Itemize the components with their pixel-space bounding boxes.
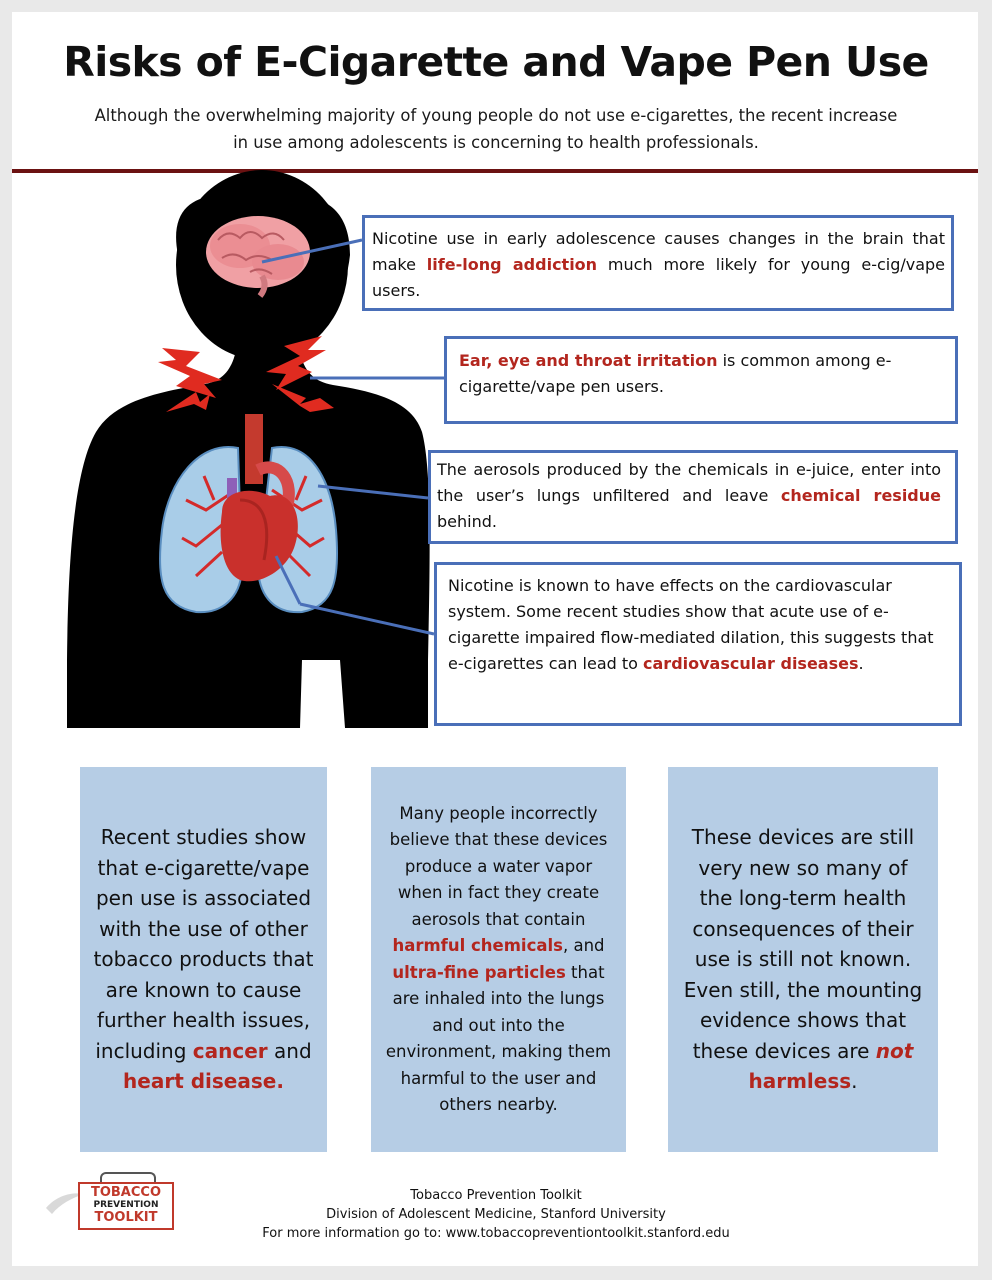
- brain-callout-highlight: life-long addiction: [426, 255, 598, 274]
- panel-left-text-mid: and: [267, 1038, 312, 1063]
- panel-middle-highlight-particles: ultra-fine particles: [392, 962, 566, 982]
- irritation-callout: [444, 336, 958, 424]
- heart-callout-text: Nicotine is known to have effects on the cardiovascular system. Some recent studies show that acute use of e-cigarette impaired flow-mediated dilation, this suggests that e-cigarettes can lead to: [448, 576, 934, 673]
- panel-left-highlight-cancer: cancer: [192, 1038, 268, 1063]
- brain-callout-text-end: much more likely for young e-cig/vape users.: [372, 255, 946, 300]
- heart-callout-text-end: .: [858, 654, 864, 673]
- page-subtitle: Although the overwhelming majority of young people do not use e-cigarettes, the recent increase in use among adolescents is concerning to health professionals.: [94, 106, 898, 152]
- page-title: Risks of E-Cigarette and Vape Pen Use: [63, 38, 929, 86]
- lungs-callout-text-end: behind.: [437, 512, 497, 531]
- logo-line-2: PREVENTION: [93, 1200, 159, 1210]
- lungs-callout: [428, 450, 958, 544]
- info-panel-right: [668, 767, 938, 1152]
- panel-right-text-end: .: [851, 1069, 858, 1094]
- irritation-callout-text: is common among e-cigarette/vape pen users.: [459, 351, 892, 396]
- brain-callout: [362, 215, 954, 311]
- lungs-callout-highlight: chemical residue: [780, 486, 942, 505]
- heart-callout-highlight: cardiovascular diseases: [643, 654, 859, 673]
- brain-callout-text: Nicotine use in early adolescence causes changes in the brain that make: [372, 229, 945, 274]
- panel-middle-highlight-chemicals: harmful chemicals: [392, 936, 563, 955]
- footer-more-info: For more information go to: www.tobaccopreventiontoolkit.stanford.edu: [262, 1226, 730, 1241]
- panel-left-text: Recent studies show that e-cigarette/vape pen use is associated with the use of other tobacco products that are known to cause further health issues, including: [93, 825, 314, 1063]
- panel-middle-text-mid: , and: [562, 936, 605, 955]
- panel-right-highlight-harmless: harmless: [748, 1069, 852, 1094]
- panel-right-text: These devices are still very new so many of the long-term health consequences of their use is still not known. Even still, the mounting evidence shows that these devices are: [683, 825, 923, 1063]
- lungs-callout-text: The aerosols produced by the chemicals in e-juice, enter into the user’s lungs unfiltered and leave: [437, 460, 941, 505]
- heart-callout: [434, 562, 962, 726]
- logo-line-1: TOBACCO: [90, 1185, 162, 1200]
- info-panel-left: [80, 767, 327, 1152]
- panel-middle-text: Many people incorrectly believe that these devices produce a water vapor when in fact they create aerosols that contain: [389, 803, 608, 929]
- footer: [0, 1186, 992, 1243]
- panel-left-highlight-heart: heart disease.: [123, 1069, 284, 1094]
- footer-org: Tobacco Prevention Toolkit: [410, 1188, 582, 1203]
- panel-middle-text-end: that are inhaled into the lungs and out into the environment, making them harmful to the user and others nearby.: [385, 962, 612, 1114]
- footer-division: Division of Adolescent Medicine, Stanford University: [326, 1207, 666, 1222]
- irritation-callout-highlight: Ear, eye and throat irritation: [459, 351, 718, 370]
- info-panel-middle: [371, 767, 626, 1152]
- logo-line-3: TOOLKIT: [94, 1210, 158, 1225]
- panel-right-highlight-not: not: [875, 1038, 914, 1063]
